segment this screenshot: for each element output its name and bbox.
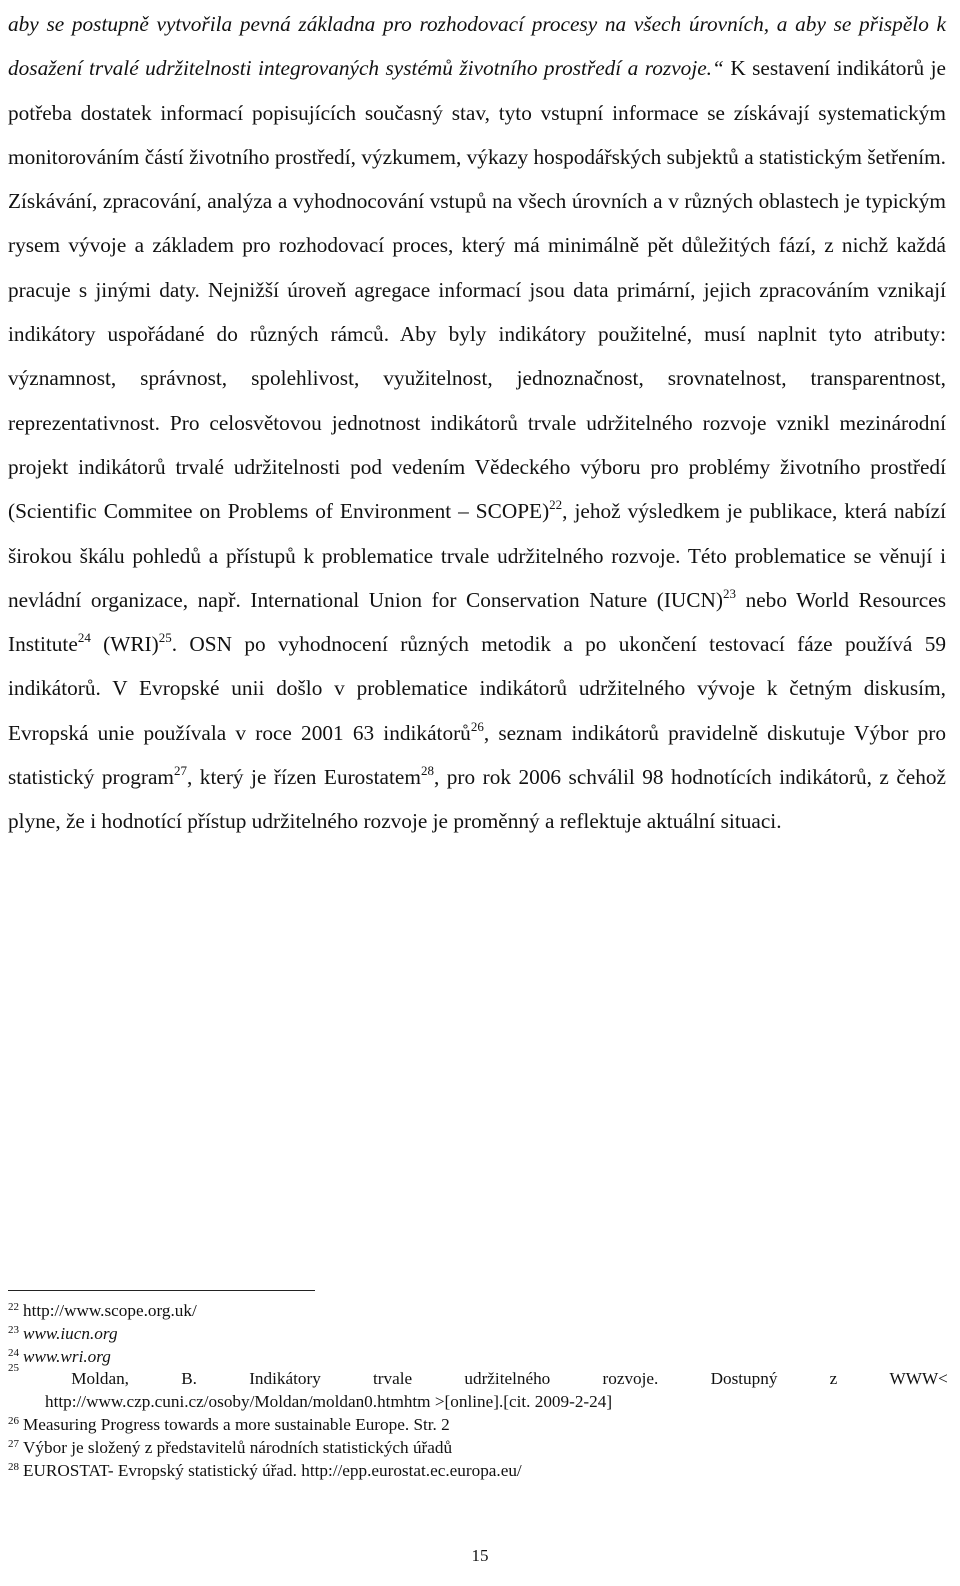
text-segment: K sestavení indikátorů je potřeba dostatek informací popisujících současný stav, tyto vstupní informace se získávají systematickým monitorováním částí životního prostředí, výzkumem, výkazy hospodářských subjektů a statistickým šetřením. Získávání, zpracování, analýza a vyhodnocování vstupů na všech úrovních a v různých oblastech je typickým rysem vývoje a základem pro rozhodovací proces, který má minimálně pět důležitých fází, z nichž každá pracuje s jinými daty. Nejnižší úroveň agregace informací jsou data primární, jejich zpracováním vznikají indikátory uspořádané do různých rámců. Aby byly indikátory použitelné, musí naplnit tyto atributy: významnost, správnost, spolehlivost, využitelnost, jednoznačnost, srovnatelnost, transparentnost, reprezentativnost. Pro celosvětovou jednotnost indikátorů trvale udržitelného rozvoje vznikl mezinárodní projekt indikátorů trvalé udržitelnosti pod vedením Vědeckého výboru pro problémy životního prostředí (Scientific Commitee on Problems of Environment – SCOPE) <box>8 56 947 524</box>
footnote-number: 26 <box>8 1414 19 1427</box>
footnote-23 <box>8 1323 948 1346</box>
quote-mark: “ <box>712 56 724 81</box>
footnote-26 <box>8 1414 948 1437</box>
italic-quote-line: aby se přispělo k dosažení trvalé udržitelnosti integrovaných systémů životního prostředí a <box>8 12 946 81</box>
text-segment: , pro rok 2006 schválil 98 hodnotících indikátorů, z čehož plyne, že i hodnotící přístup udržitelného rozvoje je proměnný a reflektuje aktuální situaci. <box>8 765 947 834</box>
footnote-25 <box>8 1362 948 1414</box>
footnote-number: 27 <box>8 1437 19 1450</box>
text-segment: , jehož výsledkem je publikace, která nabízí širokou škálu pohledů a přístupů k problematice trvale udržitelného rozvoje. Této problematice se věnují i nevládní organizace, např. International Union for Conservation Nature (IUCN) <box>8 499 946 612</box>
footnote-word: trvale <box>373 1369 413 1389</box>
footnote-word: WWW< <box>889 1369 948 1389</box>
footnote-22 <box>8 1300 948 1323</box>
footnote-ref-27: 27 <box>174 763 187 779</box>
footnote-28 <box>8 1460 948 1483</box>
text-segment: , seznam indikátorů pravidelně diskutuje Výbor pro statistický program <box>8 720 946 790</box>
footnote-ref-28: 28 <box>420 763 434 779</box>
footnote-ref-26: 26 <box>470 718 484 734</box>
footnote-word: rozvoje. <box>602 1369 659 1389</box>
footnote-text: Measuring Progress towards a more sustainable Europe. Str. 2 <box>23 1414 450 1434</box>
footnote-ref-25: 25 <box>158 630 172 646</box>
footnote-number: 25 <box>8 1362 19 1375</box>
text-segment: nebo World Resources Institute <box>8 587 946 657</box>
footnotes-list <box>8 1300 948 1482</box>
page-number: 15 <box>471 1546 489 1565</box>
footnote-ref-24: 24 <box>77 630 91 646</box>
footnote-word: B. <box>181 1369 197 1389</box>
footnote-word: z <box>829 1369 838 1389</box>
text-segment: , který je řízen Eurostatem <box>187 765 421 790</box>
footnote-word: Indikátory <box>249 1369 321 1389</box>
text-segment: (WRI) <box>90 632 159 657</box>
footnote-27 <box>8 1437 948 1460</box>
text-segment: . OSN po vyhodnocení různých metodik a po ukončení testovací fáze používá 59 indikátorů. V Evropské unii došlo v problematice indikátorů udržitelného vývoje k četným diskusím, Evropská unie používala v roce 2001 63 indikátorů <box>8 632 947 745</box>
footnote-number: 23 <box>8 1323 19 1336</box>
footnote-link[interactable]: www.iucn.org <box>23 1323 118 1343</box>
footnote-25-line <box>8 1362 948 1391</box>
footnote-link[interactable]: http://www.czp.cuni.cz/osoby/Moldan/moldan0.htmhtm >[online].[cit. 2009-2-24] <box>45 1392 613 1412</box>
footnote-word: Dostupný <box>710 1369 778 1389</box>
footnote-link[interactable]: http://www.scope.org.uk/ <box>23 1301 197 1320</box>
footnote-number: 24 <box>8 1346 19 1359</box>
italic-quote-line: rozvoje. <box>644 56 713 81</box>
footnote-ref-23: 23 <box>722 585 736 601</box>
footnote-link[interactable]: www.wri.org <box>23 1346 111 1366</box>
footnote-ref-22: 22 <box>549 497 563 513</box>
footnote-separator <box>8 1290 315 1291</box>
italic-quote-line: aby se postupně vytvořila pevná základna pro rozhodovací procesy na všech úrovních, a <box>8 12 788 36</box>
footnote-word: Moldan, <box>71 1369 129 1389</box>
footnote-24 <box>8 1346 948 1369</box>
footnote-text: EUROSTAT- Evropský statistický úřad. http://epp.eurostat.ec.europa.eu/ <box>23 1460 522 1480</box>
footnote-number: 22 <box>8 1301 19 1313</box>
footnote-number: 28 <box>8 1460 19 1473</box>
body-paragraph <box>8 2 946 844</box>
footnote-word: udržitelného <box>464 1369 551 1389</box>
footnote-text: Výbor je složený z představitelů národních statistických úřadů <box>23 1437 453 1457</box>
